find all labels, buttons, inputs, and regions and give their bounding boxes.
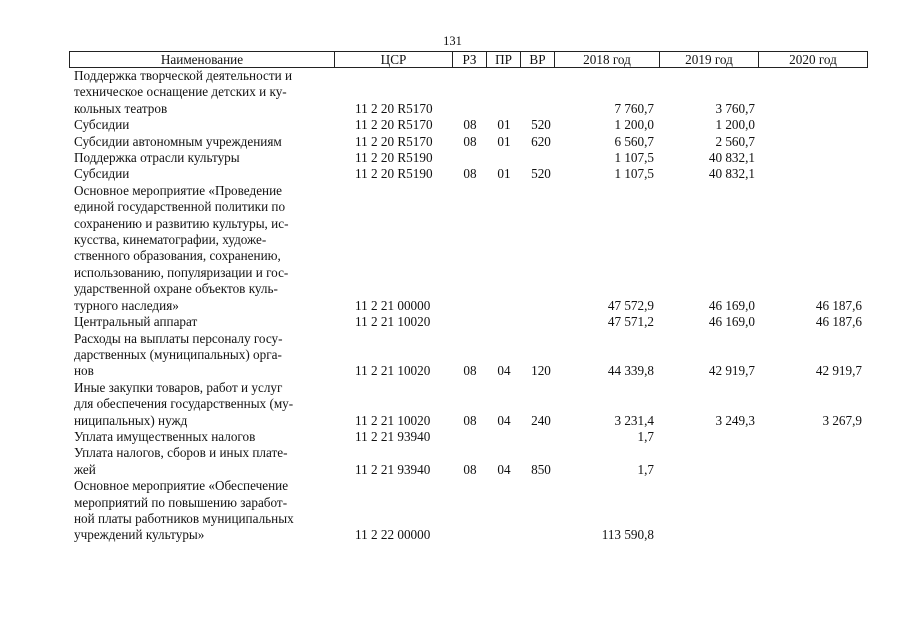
row-name-line: техническое оснащение детских и ку- — [74, 84, 287, 100]
table-row — [0, 380, 905, 429]
row-rz: 08 — [463, 117, 477, 133]
table-row — [0, 331, 905, 380]
table-row — [0, 117, 905, 133]
row-2019: 3 760,7 — [715, 100, 755, 116]
table-row — [0, 445, 905, 478]
row-2018: 1,7 — [637, 428, 654, 444]
row-2018: 1 200,0 — [614, 117, 654, 133]
row-2018: 7 760,7 — [614, 100, 654, 116]
row-name — [74, 429, 336, 445]
row-pr: 01 — [497, 166, 511, 182]
row-2018: 6 560,7 — [614, 133, 654, 149]
row-name-line: ниципальных) нужд — [74, 412, 188, 428]
row-name-line: Основное мероприятие «Проведение — [74, 182, 283, 198]
row-name-line: кусства, кинематографии, художе- — [74, 232, 267, 248]
row-name — [74, 331, 336, 380]
table-row — [0, 314, 905, 330]
row-2018: 1,7 — [637, 461, 654, 477]
row-2019: 40 832,1 — [708, 166, 755, 182]
row-rz: 08 — [463, 166, 477, 182]
row-csr: 11 2 21 93940 — [355, 428, 431, 444]
row-name-line: учреждений культуры» — [74, 527, 205, 543]
row-csr: 11 2 22 00000 — [355, 527, 431, 543]
row-csr: 11 2 21 10020 — [355, 314, 431, 330]
row-csr: 11 2 20 R5170 — [355, 117, 433, 133]
row-2019: 2 560,7 — [715, 133, 755, 149]
table-row — [0, 478, 905, 544]
row-rz: 08 — [463, 412, 477, 428]
row-name — [74, 183, 336, 314]
row-2020: 42 919,7 — [815, 363, 862, 379]
row-vr: 520 — [531, 117, 551, 133]
table-row — [0, 183, 905, 314]
row-name-line: кольных театров — [74, 100, 168, 116]
row-csr: 11 2 20 R5190 — [355, 166, 433, 182]
row-name-line: Поддержка отрасли культуры — [74, 150, 240, 166]
row-name-line: единой государственной политики по — [74, 199, 286, 215]
row-name — [74, 166, 336, 182]
row-2018: 44 339,8 — [607, 363, 654, 379]
row-name-line: жей — [74, 461, 96, 477]
row-name-line: Уплата имущественных налогов — [74, 428, 256, 444]
row-name-line: нов — [74, 363, 94, 379]
row-name-line: мероприятий по повышению заработ- — [74, 494, 288, 510]
row-name — [74, 150, 336, 166]
row-pr: 04 — [497, 412, 511, 428]
row-name — [74, 134, 336, 150]
page-number: 131 — [443, 34, 462, 48]
row-name-line: Иные закупки товаров, работ и услуг — [74, 379, 283, 395]
row-2018: 1 107,5 — [614, 150, 654, 166]
row-name — [74, 117, 336, 133]
row-name-line: Уплата налогов, сборов и иных плате- — [74, 445, 288, 461]
row-name-line: ной платы работников муниципальных — [74, 510, 294, 526]
row-pr: 01 — [497, 117, 511, 133]
row-2018: 113 590,8 — [601, 527, 654, 543]
row-vr: 620 — [531, 133, 551, 149]
row-2020: 46 187,6 — [815, 297, 862, 313]
row-csr: 11 2 21 00000 — [355, 297, 431, 313]
row-2018: 3 231,4 — [614, 412, 654, 428]
row-2019: 40 832,1 — [708, 150, 755, 166]
row-pr: 04 — [497, 363, 511, 379]
row-2018: 47 571,2 — [607, 314, 654, 330]
row-2019: 1 200,0 — [715, 117, 755, 133]
table-row — [0, 68, 905, 117]
row-pr: 01 — [497, 133, 511, 149]
row-name — [74, 445, 336, 478]
row-name-line: ственного образования, сохранению, — [74, 248, 281, 264]
row-2019: 46 169,0 — [708, 314, 755, 330]
row-name-line: для обеспечения государственных (му- — [74, 396, 294, 412]
row-name-line: сохранению и развитию культуры, ис- — [74, 215, 289, 231]
row-rz: 08 — [463, 363, 477, 379]
row-name-line: ударственной охране объектов куль- — [74, 281, 278, 297]
header-2018: 2018 год — [555, 52, 660, 67]
row-2018: 1 107,5 — [614, 166, 654, 182]
row-name-line: Основное мероприятие «Обеспечение — [74, 478, 289, 494]
row-name-line: Субсидии — [74, 117, 130, 133]
row-vr: 520 — [531, 166, 551, 182]
header-vr: ВР — [521, 52, 555, 67]
table-row — [0, 150, 905, 166]
table-row — [0, 429, 905, 445]
header-pr: ПР — [487, 52, 521, 67]
table-row — [0, 134, 905, 150]
row-csr: 11 2 20 R5190 — [355, 150, 433, 166]
row-2018: 47 572,9 — [607, 297, 654, 313]
header-csr: ЦСР — [335, 52, 453, 67]
row-name-line: Расходы на выплаты персоналу госу- — [74, 330, 283, 346]
header-2020: 2020 год — [789, 52, 837, 67]
row-2020: 46 187,6 — [815, 314, 862, 330]
row-name-line: использованию, популяризации и гос- — [74, 264, 289, 280]
row-csr: 11 2 20 R5170 — [355, 100, 433, 116]
header-name: Наименование — [70, 52, 335, 67]
row-vr: 850 — [531, 461, 551, 477]
row-csr: 11 2 20 R5170 — [355, 133, 433, 149]
table-header — [69, 51, 868, 68]
table-row — [0, 166, 905, 182]
row-2019: 46 169,0 — [708, 297, 755, 313]
row-2019: 42 919,7 — [708, 363, 755, 379]
row-2019: 3 249,3 — [715, 412, 755, 428]
row-rz: 08 — [463, 461, 477, 477]
row-rz: 08 — [463, 133, 477, 149]
row-name-line: Центральный аппарат — [74, 314, 198, 330]
row-name-line: Поддержка творческой деятельности и — [74, 68, 293, 83]
row-csr: 11 2 21 10020 — [355, 412, 431, 428]
row-csr: 11 2 21 10020 — [355, 363, 431, 379]
row-name — [74, 68, 336, 117]
row-2020: 3 267,9 — [822, 412, 862, 428]
row-pr: 04 — [497, 461, 511, 477]
header-2019: 2019 год — [660, 52, 759, 67]
row-name-line: турного наследия» — [74, 297, 179, 313]
table-body — [0, 68, 905, 544]
row-name-line: Субсидии — [74, 166, 130, 182]
row-csr: 11 2 21 93940 — [355, 461, 431, 477]
row-name — [74, 478, 336, 544]
row-name — [74, 314, 336, 330]
header-rz: РЗ — [453, 52, 487, 67]
row-vr: 120 — [531, 363, 551, 379]
row-name-line: Субсидии автономным учреждениям — [74, 133, 282, 149]
row-name-line: дарственных (муниципальных) орга- — [74, 346, 282, 362]
row-name — [74, 380, 336, 429]
row-vr: 240 — [531, 412, 551, 428]
